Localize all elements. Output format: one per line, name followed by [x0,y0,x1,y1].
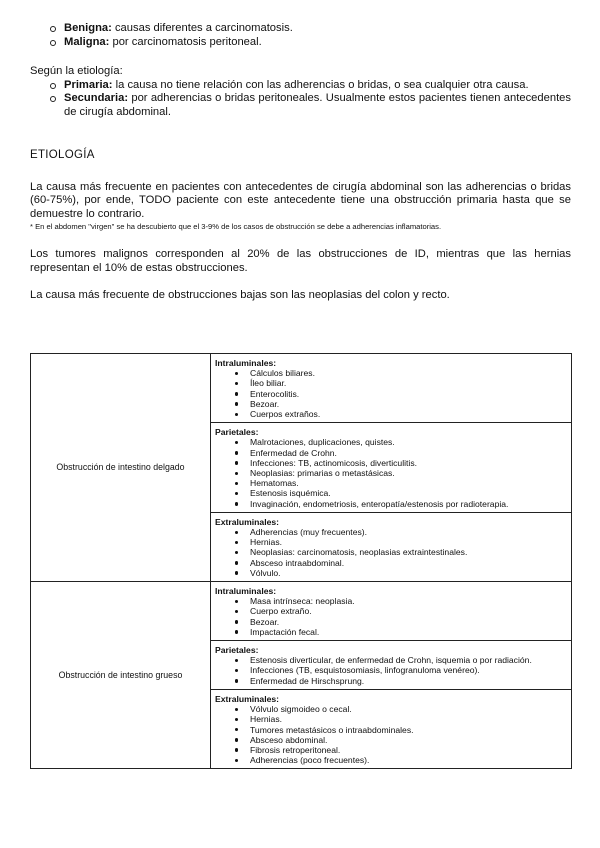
list-item [48,92,571,119]
list-item: Adherencias (poco frecuentes). [234,755,565,765]
list-text: por carcinomatosis peritoneal. [109,35,262,48]
list-item: Impactación fecal. [234,627,565,637]
list-item: Enterocolitis. [234,389,565,399]
list-item: Infecciones: TB, actinomicosis, diverticulitis. [234,458,565,468]
list-item: Masa intrínseca: neoplasia. [234,596,565,606]
list-item: Hematomas. [234,478,565,488]
list-item: Hernias. [234,537,565,547]
cell-extraluminales [211,512,572,581]
row-label-grueso: Obstrucción de intestino grueso [31,582,211,769]
list-item: Adherencias (muy frecuentes). [234,527,565,537]
cell-parietales [211,423,572,513]
list-item: Estenosis diverticular, de enfermedad de Crohn, isquemia o por radiación. [234,655,565,665]
list-item: Enfermedad de Crohn. [234,448,565,458]
list-text: la causa no tiene relación con las adherencias o bridas, o sea cualquier otra causa. [112,78,529,91]
list-item: Estenosis isquémica. [234,488,565,498]
etiology-table [30,353,572,769]
list-item: Íleo biliar. [234,378,565,388]
cell-title: Extraluminales: [215,693,279,704]
cell-title: Extraluminales: [215,516,279,527]
list-text: por adherencias o bridas peritoneales. Usualmente estos pacientes tienen antecedentes de cirugía abdominal. [64,92,571,118]
list-item: Malrotaciones, duplicaciones, quistes. [234,437,565,447]
list-item: Cuerpos extraños. [234,409,565,419]
list-term: Secundaria: [64,92,129,104]
cell-title: Intraluminales: [215,586,277,597]
cell-intraluminales [211,354,572,423]
clasificacion-list [30,22,571,49]
document-page [30,22,571,303]
list-term: Benigna: [64,22,112,34]
section-title: ETIOLOGÍA [30,149,95,161]
list-item [48,22,571,36]
cell-parietales [211,641,572,690]
list-item: Cálculos biliares. [234,368,565,378]
list-item [48,79,571,93]
table-row [31,354,572,423]
cell-title: Intraluminales: [215,358,277,368]
paragraph-adherencias: La causa más frecuente en pacientes con antecedentes de cirugía abdominal son las adherencias o bridas (60-75%), por ende, TODO paciente con este antecedente tiene una obstrucción primaria hasta que se demuestre lo contrario. [30,180,571,220]
cell-intraluminales [211,582,572,641]
list-item: Bezoar. [234,399,565,409]
list-text: causas diferentes a carcinomatosis. [111,22,293,34]
list-item: Enfermedad de Hirschsprung. [234,676,565,686]
list-item: Infecciones (TB, esquistosomiasis, linfogranuloma venéreo). [234,665,565,675]
etiologia-list [30,79,571,120]
cell-extraluminales [211,689,572,768]
list-item: Cuerpo extraño. [234,606,565,616]
cell-title: Parietales: [215,645,259,656]
list-item: Absceso abdominal. [234,735,565,745]
footnote-abdomen-virgen: * En el abdomen "virgen" se ha descubierto que el 3-9% de los casos de obstrucción se debe a adherencias inflamatorias. [30,222,442,231]
list-item: Vólvulo sigmoideo o cecal. [234,704,565,714]
list-item: Tumores metastásicos o intraabdominales. [234,725,565,735]
list-item: Hernias. [234,714,565,724]
paragraph-tumores: Los tumores malignos corresponden al 20% de las obstrucciones de ID, mientras que las hernias representan el 10% de estas obstrucciones. [30,248,571,274]
list-item: Vólvulo. [234,568,565,578]
cell-title: Parietales: [215,427,259,438]
table-row [31,582,572,641]
list-term: Primaria: [64,78,113,91]
etiologia-intro: Según la etiología: [30,65,123,77]
list-item: Bezoar. [234,617,565,627]
list-item: Neoplasias: carcinomatosis, neoplasias extraintestinales. [234,547,565,557]
list-item [48,36,571,50]
paragraph-obstrucciones-bajas: La causa más frecuente de obstrucciones bajas son las neoplasias del colon y recto. [30,289,450,301]
list-item: Invaginación, endometriosis, enteropatía/estenosis por radioterapia. [234,499,565,509]
list-item: Fibrosis retroperitoneal. [234,745,565,755]
list-term: Maligna: [64,35,110,48]
row-label-delgado: Obstrucción de intestino delgado [31,354,211,582]
list-item: Absceso intraabdominal. [234,558,565,568]
list-item: Neoplasias: primarias o metastásicas. [234,468,565,478]
